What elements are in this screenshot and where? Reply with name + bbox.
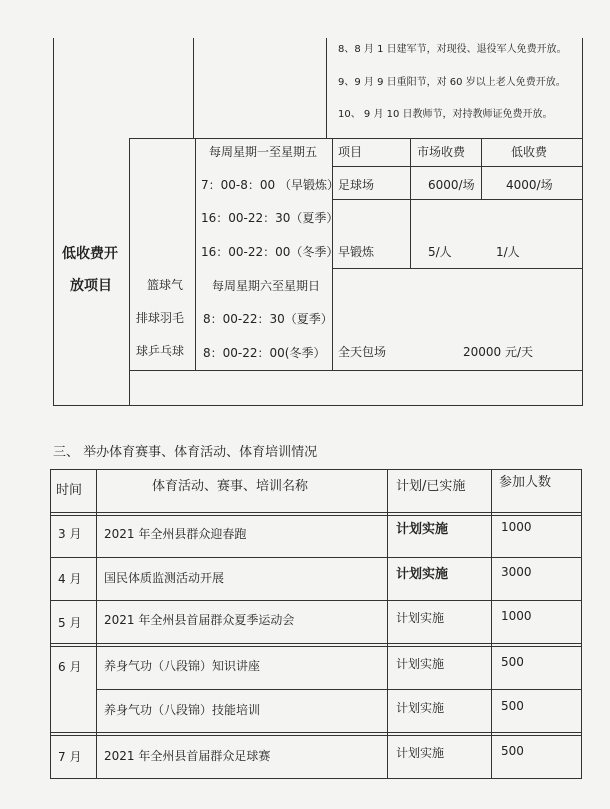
schedule-line: 每周星期一至星期五 (209, 145, 318, 159)
table-header: 参加人数 (499, 475, 552, 490)
sports-label: 排球羽毛 (136, 311, 185, 325)
table-header: 时间 (56, 483, 83, 498)
table-cell-month: 6 月 (58, 660, 82, 674)
table-cell-count: 3000 (501, 565, 532, 579)
table-cell-count: 1000 (501, 609, 532, 623)
table-cell-status: 计划实施 (396, 657, 445, 671)
table-cell-status: 计划实施 (396, 567, 449, 582)
table-cell-month: 3 月 (58, 527, 82, 541)
table-cell-name: 2021 年全州县群众迎春跑 (104, 527, 247, 541)
table-cell-count: 1000 (501, 520, 532, 534)
price-low: 20000 元/天 (463, 345, 534, 359)
table-cell-status: 计划实施 (396, 522, 449, 537)
section-title: 三、 举办体育赛事、体育活动、体育培训情况 (53, 445, 318, 460)
sports-label: 球乒乓球 (136, 344, 185, 358)
table-cell-count: 500 (501, 699, 524, 713)
price-header: 项目 (338, 145, 363, 159)
note-line: 10、 9 月 10 日教师节，对持教师证免费开放。 (338, 109, 553, 120)
category-label: 放项目 (70, 278, 112, 294)
table-header: 体育活动、赛事、培训名称 (152, 479, 309, 494)
price-market: 6000/场 (428, 178, 475, 192)
schedule-line: 8：00-22：30（夏季） (203, 312, 333, 326)
schedule-line: 7：00-8：00 （早锻炼） (201, 178, 339, 192)
table-cell-name: 养身气功（八段锦）知识讲座 (104, 659, 261, 673)
table-cell-status: 计划实施 (396, 701, 445, 715)
price-header: 市场收费 (417, 145, 466, 159)
note-line: 9、9 月 9 日重阳节，对 60 岁以上老人免费开放。 (338, 77, 566, 88)
price-item: 早锻炼 (338, 245, 375, 259)
table-cell-name: 2021 年全州县首届群众足球赛 (104, 749, 271, 763)
table-cell-count: 500 (501, 744, 524, 758)
note-line: 8、8 月 1 日建军节，对现役、退役军人免费开放。 (338, 44, 567, 55)
table-cell-name: 养身气功（八段锦）技能培训 (104, 703, 261, 717)
table-cell-month: 4 月 (58, 572, 82, 586)
price-item: 足球场 (338, 178, 375, 192)
category-label: 低收费开 (62, 246, 118, 262)
schedule-line: 每周星期六至星期日 (212, 279, 321, 293)
schedule-line: 8：00-22：00(冬季） (203, 346, 326, 360)
price-item: 全天包场 (338, 345, 387, 359)
price-market: 5/人 (428, 245, 452, 259)
price-low: 4000/场 (506, 178, 553, 192)
table-cell-count: 500 (501, 655, 524, 669)
table-cell-month: 5 月 (58, 616, 82, 630)
table-header: 计划/已实施 (396, 479, 466, 494)
price-header: 低收费 (511, 145, 548, 159)
schedule-line: 16：00-22：30（夏季） (201, 211, 339, 225)
sports-label: 篮球气 (147, 278, 184, 292)
table-cell-status: 计划实施 (396, 746, 445, 760)
schedule-line: 16：00-22：00（冬季） (201, 245, 339, 259)
table-cell-status: 计划实施 (396, 611, 445, 625)
table-cell-name: 2021 年全州县首届群众夏季运动会 (104, 613, 295, 627)
price-low: 1/人 (496, 245, 520, 259)
table-cell-month: 7 月 (58, 750, 82, 764)
table-cell-name: 国民体质监测活动开展 (104, 571, 225, 585)
